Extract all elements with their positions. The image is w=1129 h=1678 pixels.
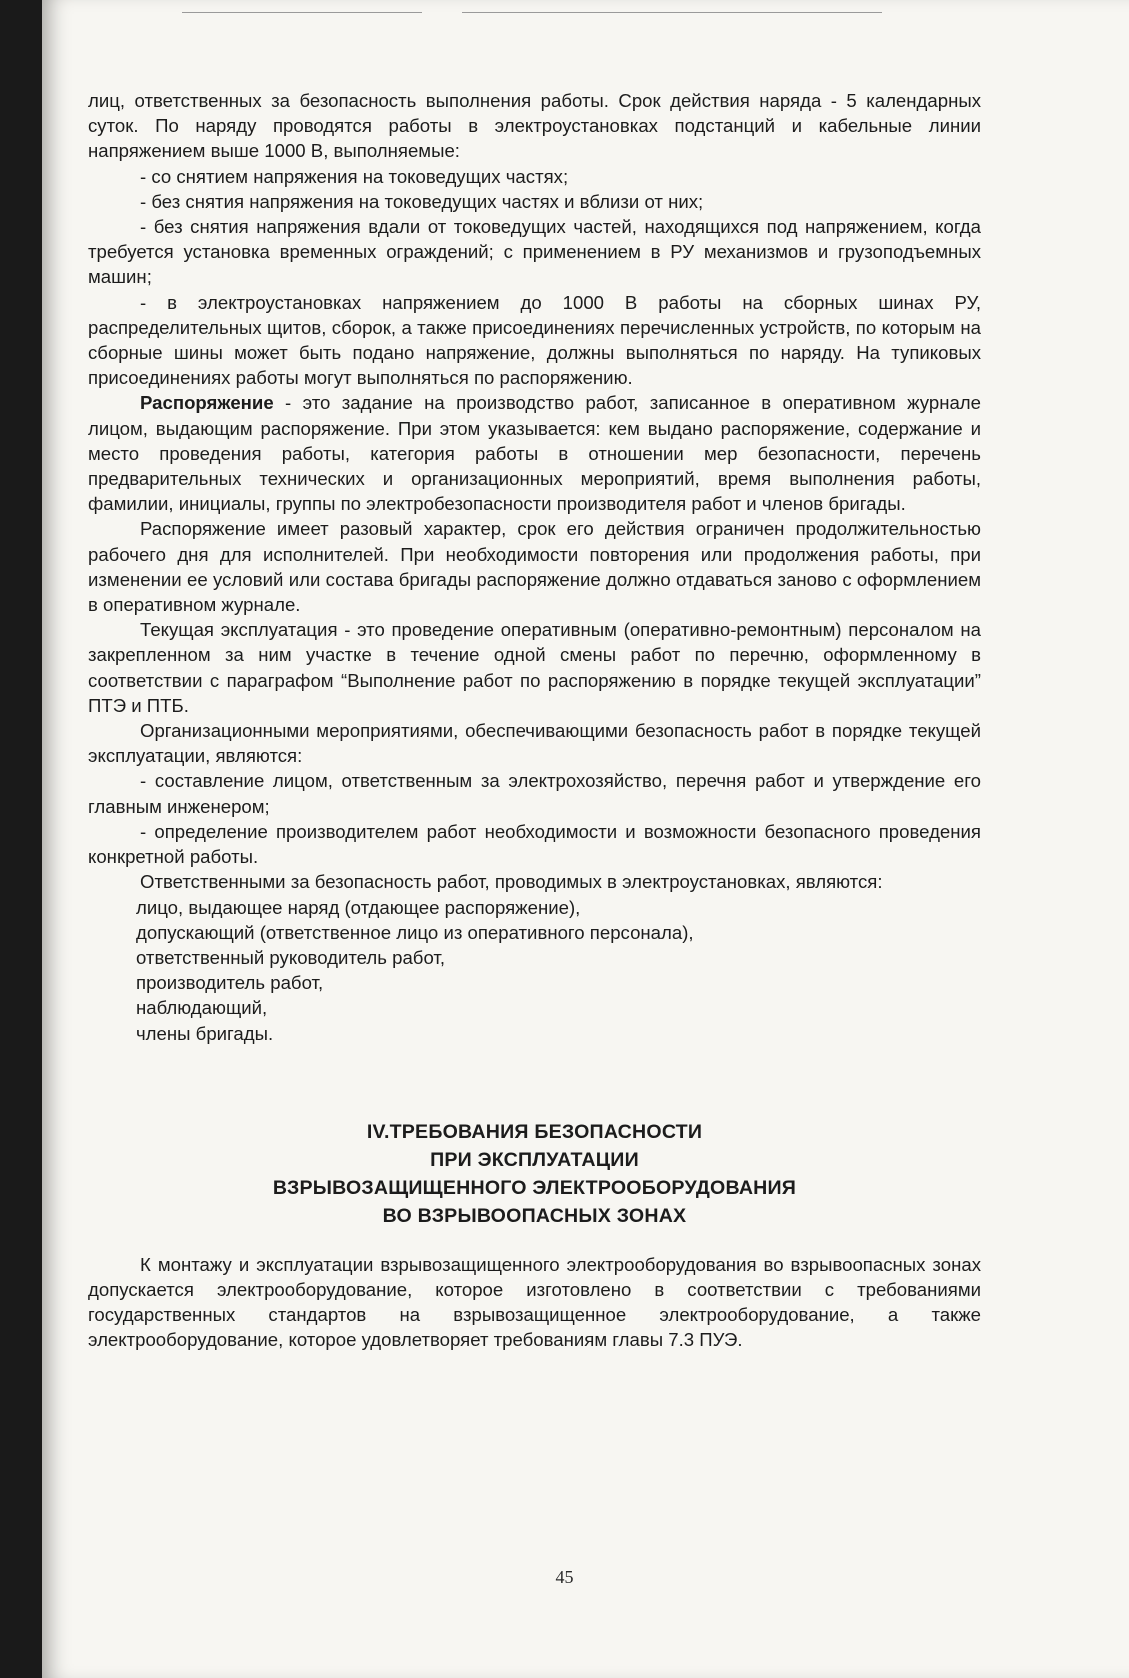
paragraph: Распоряжение имеет разовый характер, срок его действия ограничен продолжительностью рабочего дня для исполнителей. При необходимости повторения или продолжения работы, при изменении ее условий или состава бригады распоряжение должно отдаваться заново с оформлением в оперативном журнале. <box>88 518 981 616</box>
paragraph: К монтажу и эксплуатации взрывозащищенного электрооборудования во взрывоопасных зонах допускается электрооборудование, которое изготовлено в соответствии с требованиями государственных стандартов на взрывозащищенное электрооборудование, а также электрооборудование, которое удовлетворяет требованиям главы 7.3 ПУЭ. <box>88 1253 981 1351</box>
responsible-item: производитель работ, <box>136 972 324 994</box>
order-definition-text: - это задание на производство работ, записанное в оперативном журнале лицом, выдающим распоряжение. При этом указывается: кем выдано распоряжение, содержание и место проведения работы, категория работы в отношении мер безопасности, перечень предварительных технических и организационных мероприятий, время выполнения работы, фамилии, инициалы, группы по электробезопасности производителя работ и членов бригады. <box>88 392 981 515</box>
heading-line: ВО ВЗРЫВООПАСНЫХ ЗОНАХ <box>382 1204 687 1227</box>
responsible-item: члены бригады. <box>136 1022 274 1044</box>
paragraph-order-definition <box>88 390 981 516</box>
responsible-item: лицо, выдающее наряд (отдающее распоряжение), <box>136 896 581 918</box>
paragraph: Ответственными за безопасность работ, проводимых в электроустановках, являются: <box>140 871 883 893</box>
responsible-item: допускающий (ответственное лицо из оперативного персонала), <box>136 921 694 943</box>
heading-line: ПРИ ЭКСПЛУАТАЦИИ <box>430 1148 639 1171</box>
responsible-item: наблюдающий, <box>136 997 268 1019</box>
list-item: - без снятия напряжения на токоведущих частях и вблизи от них; <box>140 190 704 212</box>
paragraph: лиц, ответственных за безопасность выполнения работы. Срок действия наряда - 5 календарных суток. По наряду проводятся работы в электроустановках подстанций и кабельные линии напряжением выше 1000 В, выполняемые: <box>88 90 981 162</box>
paragraph: Организационными мероприятиями, обеспечивающими безопасность работ в порядке текущей эксплуатации, являются: <box>88 720 981 767</box>
responsible-item: ответственный руководитель работ, <box>136 946 445 968</box>
spacer <box>88 1230 981 1252</box>
scan-edge-line <box>462 12 882 13</box>
paragraph: Текущая эксплуатация - это проведение оперативным (оперативно-ремонтным) персоналом на закрепленном за ним участке в течение одной смены работ по перечню, оформленному в соответствии с параграфом “Выполнение работ по распоряжению в порядке текущей эксплуатации” ПТЭ и ПТБ. <box>88 619 981 716</box>
heading-line: IV.ТРЕБОВАНИЯ БЕЗОПАСНОСТИ <box>366 1120 703 1143</box>
list-item: - в электроустановках напряжением до 1000 В работы на сборных шинах РУ, распределительных щитов, сборок, а также присоединениях перечисленных устройств, по которым на сборные шины может быть подано напряжение, должны выполняться по наряду. На тупиковых присоединениях работы могут выполняться по распоряжению. <box>88 291 981 389</box>
list-item: - без снятия напряжения вдали от токоведущих частей, находящихся под напряжением, когда требуется установка временных ограждений; с применением в РУ механизмов и грузоподъемных машин; <box>88 216 981 288</box>
list-item: - составление лицом, ответственным за электрохозяйство, перечня работ и утверждение его главным инженером; <box>88 770 981 817</box>
scan-edge-line <box>182 12 422 13</box>
list-item: - со снятием напряжения на токоведущих частях; <box>140 165 569 187</box>
term-order: Распоряжение <box>140 392 274 414</box>
heading-line: ВЗРЫВОЗАЩИЩЕННОГО ЭЛЕКТРООБОРУДОВАНИЯ <box>272 1176 797 1199</box>
list-item: - определение производителем работ необходимости и возможности безопасного проведения конкретной работы. <box>88 820 981 868</box>
section-heading <box>88 1118 981 1230</box>
page-number: 45 <box>555 1567 574 1587</box>
page-body <box>88 88 981 1353</box>
